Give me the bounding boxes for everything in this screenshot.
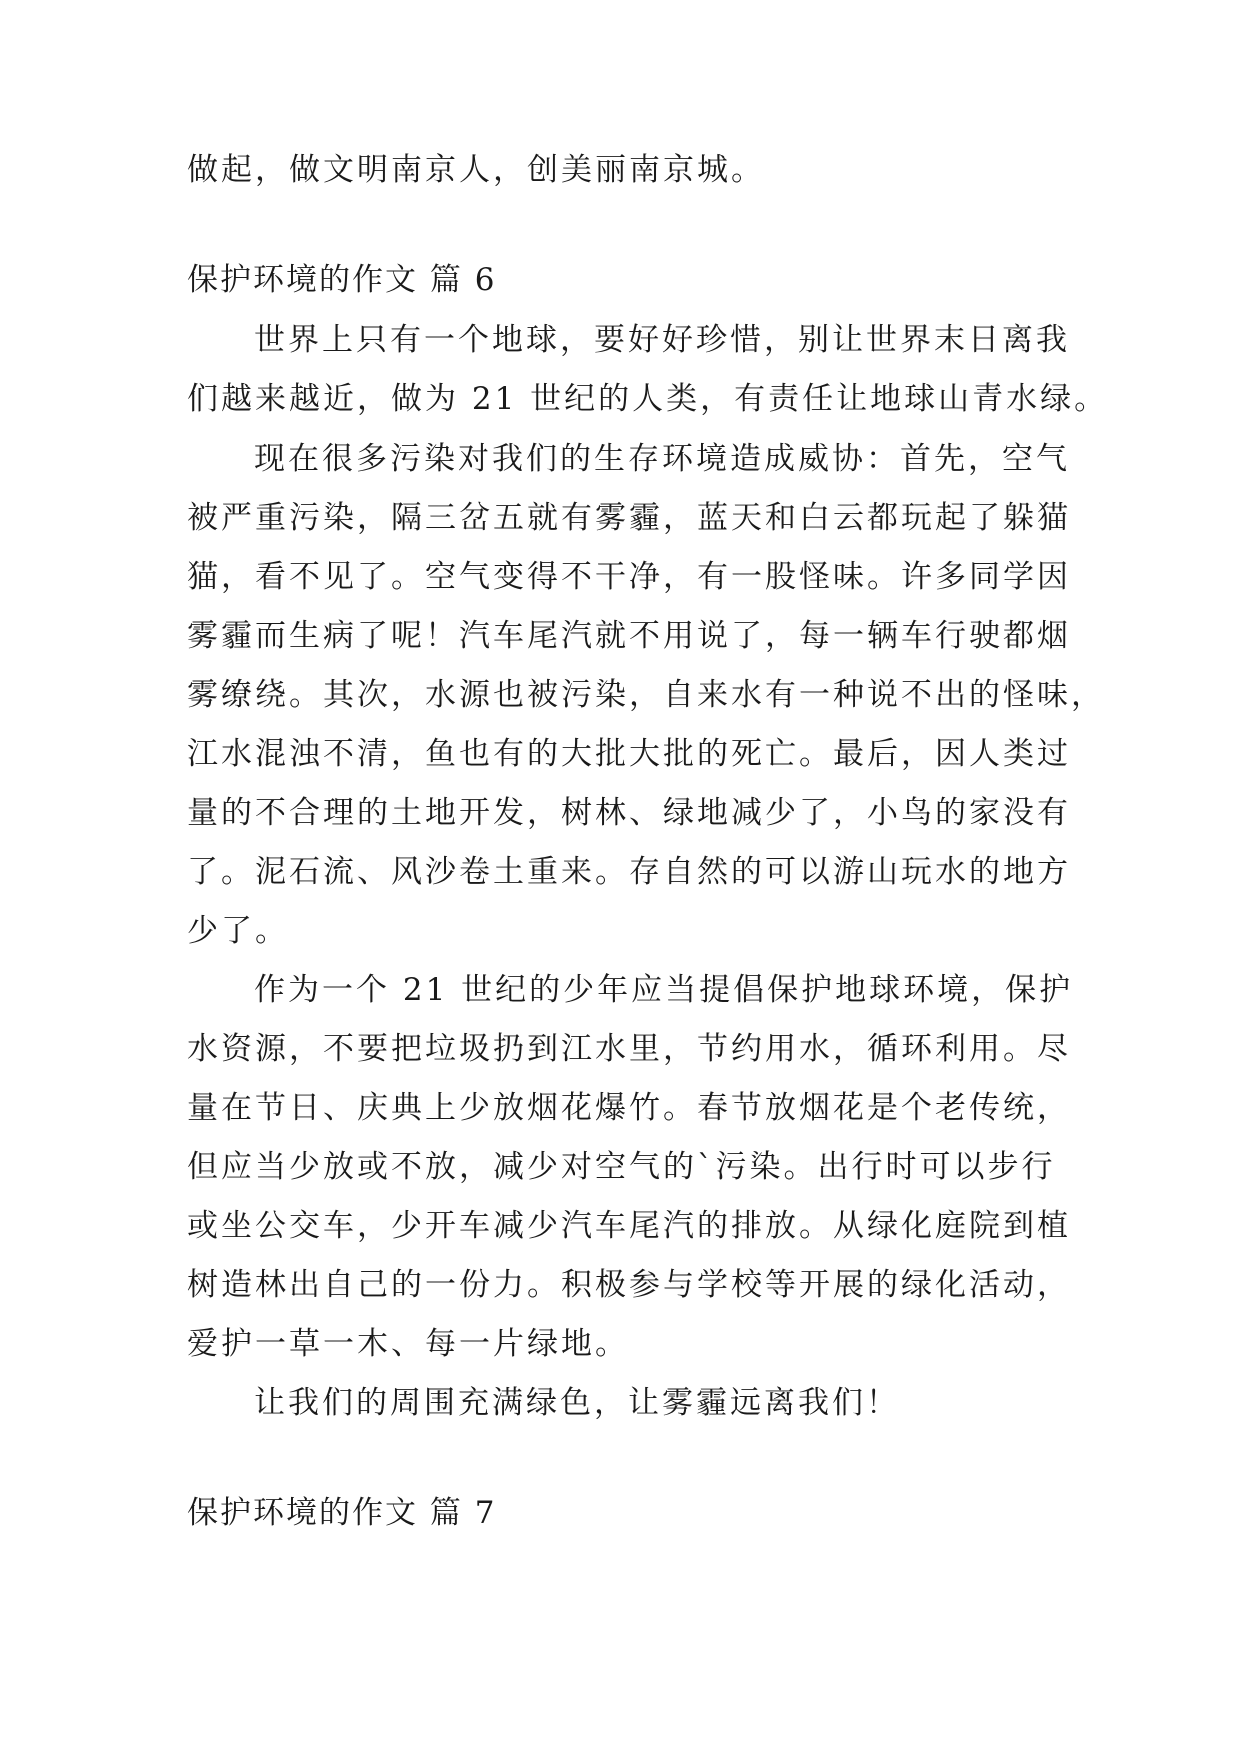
paragraph-line: 水资源，不要把垃圾扔到江水里，节约用水，循环利用。尽 (187, 1031, 1071, 1067)
paragraph-line: 们越来越近，做为 21 世纪的人类，有责任让地球山青水绿。 (187, 381, 1109, 417)
paragraph-line: 江水混浊不清，鱼也有的大批大批的死亡。最后，因人类过 (187, 736, 1071, 772)
section-heading: 保护环境的作文 篇 7 (187, 1495, 497, 1531)
paragraph-line: 世界上只有一个地球，要好好珍惜，别让世界末日离我 (254, 322, 1070, 358)
paragraph-line: 量在节日、庆典上少放烟花爆竹。春节放烟花是个老传统， (187, 1090, 1071, 1126)
paragraph-line: 量的不合理的土地开发，树林、绿地减少了，小鸟的家没有 (187, 795, 1071, 831)
paragraph-line: 了。泥石流、风沙卷土重来。存自然的可以游山玩水的地方 (187, 854, 1071, 890)
paragraph-line: 少了。 (187, 913, 289, 949)
paragraph-line: 让我们的周围充满绿色，让雾霾远离我们！ (254, 1385, 900, 1421)
paragraph-line: 雾缭绕。其次，水源也被污染，自来水有一种说不出的怪味， (187, 677, 1105, 713)
paragraph-line: 树造林出自己的一份力。积极参与学校等开展的绿化活动， (187, 1267, 1071, 1303)
paragraph-line: 但应当少放或不放，减少对空气的`污染。出行时可以步行 (187, 1149, 1056, 1185)
paragraph-line: 爱护一草一木、每一片绿地。 (187, 1326, 629, 1362)
paragraph-line: 被严重污染，隔三岔五就有雾霾，蓝天和白云都玩起了躲猫 (187, 500, 1071, 536)
paragraph-line: 猫，看不见了。空气变得不干净，有一股怪味。许多同学因 (187, 559, 1071, 595)
paragraph-line: 作为一个 21 世纪的少年应当提倡保护地球环境，保护 (254, 972, 1074, 1008)
paragraph-line: 现在很多污染对我们的生存环境造成威协：首先，空气 (254, 441, 1070, 477)
section-heading: 保护环境的作文 篇 6 (187, 262, 497, 298)
paragraph-line: 或坐公交车，少开车减少汽车尾汽的排放。从绿化庭院到植 (187, 1208, 1071, 1244)
paragraph-line: 做起，做文明南京人，创美丽南京城。 (187, 152, 765, 188)
paragraph-line: 雾霾而生病了呢！汽车尾汽就不用说了，每一辆车行驶都烟 (187, 618, 1071, 654)
